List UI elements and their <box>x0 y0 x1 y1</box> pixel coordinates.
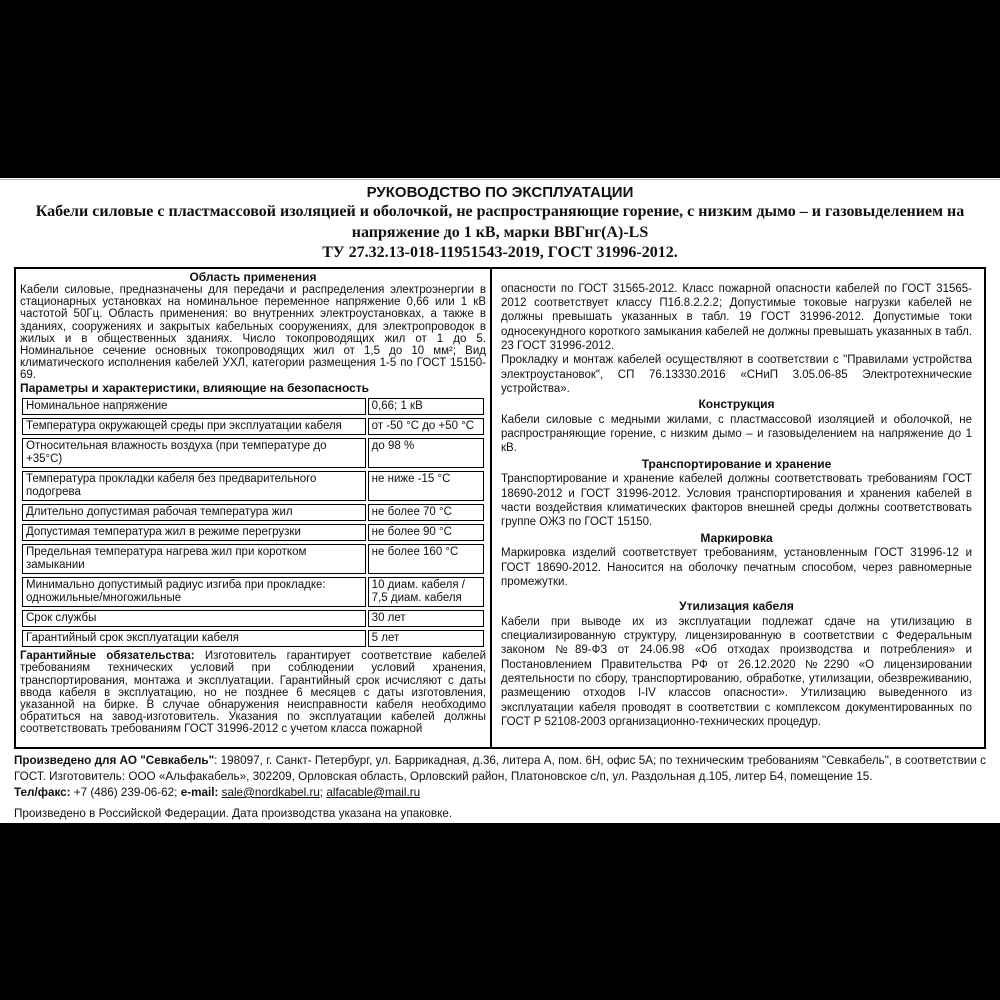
table-row <box>22 471 484 501</box>
table-row <box>22 544 484 574</box>
param-label-cell: Относительная влажность воздуха (при температуре до +35°С) <box>22 438 366 468</box>
guarantee-label: Гарантийные обязательства: <box>20 650 195 663</box>
param-label-cell: Номинальное напряжение <box>22 398 366 415</box>
marking-text: Маркировка изделий соответствует требованиям, установленным ГОСТ 31996-12 и ГОСТ 18690-2012. Наносится на оболочку печатным способом, через равномерные промежутки. <box>501 547 972 588</box>
document-subtitle-line2: напряжение до 1 кВ, марки ВВГнг(А)-LS <box>351 223 649 241</box>
email-label: e-mail: <box>180 785 222 799</box>
table-row <box>22 398 484 415</box>
table-row <box>22 504 484 521</box>
document-title: РУКОВОДСТВО ПО ЭКСПЛУАТАЦИИ <box>366 184 634 201</box>
table-row <box>22 438 484 468</box>
param-label-cell: Допустимая температура жил в режиме перегрузки <box>22 524 366 541</box>
application-text: Кабели силовые, предназначены для передачи и распределения электроэнергии в стационарных установках на номинальное переменное напряжение 0,66 или 1 кВ частотой 50Гц. Область применения: во внутренних электроустановках, а также в зданиях, сооружениях и закрытых кабельных сооружениях, для электропроводок в жилых и в общественных зданиях. Число токопроводящих жил от 1 до 5. Номинальное сечение основных токопроводящих жил от 1,5 до 10 мм²; Вид климатического исполнения кабелей УХЛ, категории размещения 1-5 по ГОСТ 15150-69. <box>20 284 486 382</box>
param-label-cell: Длительно допустимая рабочая температура жил <box>22 504 366 521</box>
param-value-cell: от -50 °С до +50 °С <box>368 418 484 435</box>
document-standards: ТУ 27.32.13-018-11951543-2019, ГОСТ 31996-2012. <box>322 244 678 261</box>
footer <box>14 753 986 823</box>
param-value-cell: не более 160 °С <box>368 544 484 574</box>
phone-label: Тел/факс: <box>14 785 71 799</box>
content-box <box>14 267 986 749</box>
param-label-cell: Срок службы <box>22 610 366 627</box>
param-label-cell: Предельная температура нагрева жил при коротком замыкании <box>22 544 366 574</box>
param-label-cell: Минимально допустимый радиус изгиба при прокладке: одножильные/многожильные <box>22 577 366 607</box>
table-row <box>22 630 484 647</box>
document-subtitle-line1: Кабели силовые с пластмассовой изоляцией и оболочкой, не распространяющие горение, с низким дымо – и газовыделением на <box>35 203 965 220</box>
param-value-cell: до 98 % <box>368 438 484 468</box>
guarantee-text: Гарантийные обязательства: Изготовитель гарантирует соответствие кабелей требованиям технических условий при соблюдении условий хранения, транспортирования, монтажа и эксплуатации. Гарантийный срок исчисляют с даты ввода кабеля в эксплуатацию, но не позднее 6 месяцев с даты изготовления, указанной на бирке. В случае обнаружения неисправности кабеля необходимо обратиться на завод-изготовитель. Указания по эксплуатации кабелей должны соответствовать требованиям ГОСТ 31996-2012 с учетом класса пожарной <box>20 650 486 736</box>
producer-info: Произведено для АО "Севкабель": 198097, г. Санкт- Петербург, ул. Баррикадная, д.36, литера А, пом. 6Н, офис 5А; по техническим требованиям "Севкабель", в соответствии с ГОСТ. Изготовитель: ООО «Альфакабель», 302209, Орловская область, Орловский район, Платоновское с/п, ул. Раздольная д.105, литер Б4, помещение 15. <box>14 753 986 783</box>
section-title-disposal: Утилизация кабеля <box>679 599 794 614</box>
param-value-cell: 30 лет <box>368 610 484 627</box>
parameters-table <box>20 395 486 650</box>
table-row <box>22 418 484 435</box>
left-column <box>16 269 492 747</box>
email-link-2: alfacable@mail.ru <box>326 785 421 799</box>
table-row <box>22 524 484 541</box>
param-value-cell: не ниже -15 °С <box>368 471 484 501</box>
document <box>0 181 1000 822</box>
installation-text: Прокладку и монтаж кабелей осуществляют в соответствии с "Правилами устройства электроустановок", СП 76.13330.2016 «СНиП 3.05.06-85 Электротехнические устройства». <box>501 354 972 395</box>
param-value-cell: 0,66; 1 кВ <box>368 398 484 415</box>
top-black-bar <box>0 0 1000 178</box>
param-value-cell: не более 90 °С <box>368 524 484 541</box>
section-title-parameters: Параметры и характеристики, влияющие на безопасность <box>20 380 370 395</box>
param-label-cell: Температура окружающей среды при эксплуатации кабеля <box>22 418 366 435</box>
param-label-cell: Гарантийный срок эксплуатации кабеля <box>22 630 366 647</box>
param-value-cell: 5 лет <box>368 630 484 647</box>
section-title-application: Область применения <box>189 269 317 284</box>
email-link-1: sale@nordkabel.ru <box>221 785 320 799</box>
producer-label: Произведено для АО "Севкабель" <box>14 753 215 767</box>
table-row <box>22 577 484 607</box>
title-block <box>0 181 1000 264</box>
disposal-text: Кабели при выводе их из эксплуатации подлежат сдаче на утилизацию в специализированную структуру, лицензированную в соответствии с Федеральным законом №89-ФЗ от 24.06.98 «Об отходах производства и потребления» и Постановлением Правительства РФ от 26.12.2020 №2290 «О лицензировании деятельности по сбору, транспортированию, обработке, утилизации, обезвреживанию, размещению отходов I-IV классов опасности». Утилизацию выведенного из эксплуатации кабеля проводят в соответствии с комплексом документированных по ГОСТ Р 52108-2003 организационно-технических процедур. <box>501 615 972 729</box>
section-title-construction: Конструкция <box>698 397 775 412</box>
section-title-marking: Маркировка <box>700 530 773 545</box>
param-value-cell: 10 диам. кабеля / 7,5 диам. кабеля <box>368 577 484 607</box>
made-in-note: Произведено в Российской Федерации. Дата производства указана на упаковке. <box>14 807 453 821</box>
transport-text: Транспортирование и хранение кабелей должны соответствовать требованиям ГОСТ 18690-2012 и ГОСТ 31996-2012. Условия транспортирования и хранения кабелей в части воздействия климатических факторов внешней среды должны соответствовать группе ОЖЗ по ГОСТ 15150. <box>501 473 972 529</box>
param-label-cell: Температура прокладки кабеля без предварительного подогрева <box>22 471 366 501</box>
phone-number: +7 (486) 239-06-62; <box>70 785 181 799</box>
fire-safety-text: опасности по ГОСТ 31565-2012. Класс пожарной опасности кабелей по ГОСТ 31565-2012 соответствует классу П1б.8.2.2.2; Допустимые токовые нагрузки кабелей не должны превышать указанных в табл. 19 ГОСТ 31996-2012. Допустимые токи односекундного короткого замыкания кабелей не должны превышать указанных в табл. 23 ГОСТ 31996-2012. <box>501 282 972 352</box>
construction-text: Кабели силовые с медными жилами, с пластмассовой изоляцией и оболочкой, не распространяющие горение, с низким дымо – и газовыделением на напряжение до 1 кВ. <box>501 413 972 455</box>
table-row <box>22 610 484 627</box>
param-value-cell: не более 70 °С <box>368 504 484 521</box>
bottom-black-bar <box>0 823 1000 1000</box>
right-column <box>492 269 984 747</box>
contacts-line: Тел/факс: +7 (486) 239-06-62; e-mail: sale@nordkabel.ru; alfacable@mail.ru <box>14 785 421 799</box>
section-title-transport: Транспортирование и хранение <box>641 456 832 471</box>
scan-edge-line <box>0 179 1000 180</box>
